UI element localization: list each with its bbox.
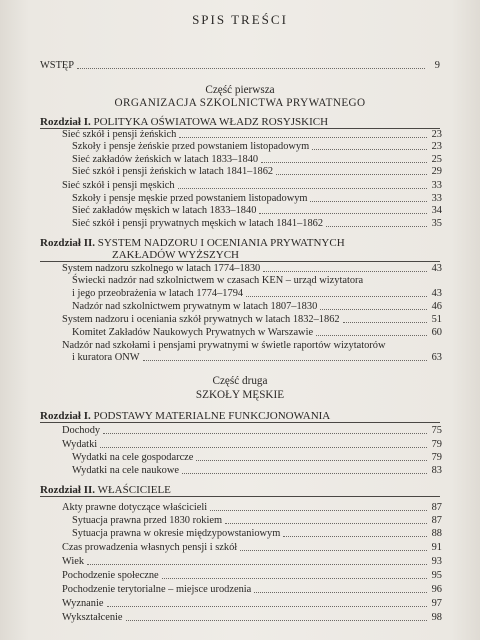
toc-entry[interactable] [72, 218, 442, 230]
entry-text: Komitet Zakładów Naukowych Prywatnych w Warszawie [72, 327, 314, 338]
chapter-title: WŁAŚCICIELE [97, 484, 171, 496]
dot-leader [100, 447, 427, 448]
entry-page: 87 [431, 502, 442, 513]
entry-text: Sieć zakładów męskich w latach 1833–1840 [72, 205, 257, 216]
entry-page: 33 [431, 193, 442, 204]
chapter-heading [40, 116, 440, 128]
dot-leader [263, 271, 427, 272]
toc-entry[interactable] [62, 502, 442, 514]
dot-leader [87, 564, 427, 565]
entry-text: Nadzór nad szkolnictwem prywatnym w latach 1807–1830 [72, 301, 318, 312]
entry-text: Pochodzenie terytorialne – miejsce urodzenia [62, 584, 252, 595]
dot-leader [126, 620, 427, 621]
toc-entry[interactable] [62, 570, 442, 582]
entry-text: Sieć szkół i pensji prywatnych męskich w latach 1841–1862 [72, 218, 324, 229]
entry-page: 98 [431, 612, 442, 623]
toc-entry[interactable] [72, 465, 442, 477]
chapter-heading [40, 237, 440, 249]
entry-text: Sieć szkół i pensji żeńskich w latach 1841–1862 [72, 166, 274, 177]
dot-leader [312, 149, 427, 150]
entry-page: 83 [431, 465, 442, 476]
entry-page: 87 [431, 515, 442, 526]
entry-page: 88 [431, 528, 442, 539]
entry-text: Akty prawne dotyczące właścicieli [62, 502, 208, 513]
chapter-title-cont: ZAKŁADÓW WYŻSZYCH [112, 249, 239, 261]
toc-entry[interactable] [72, 352, 442, 364]
toc-entry[interactable] [62, 598, 442, 610]
entry-page: 33 [431, 180, 442, 191]
entry-page: 46 [431, 301, 442, 312]
toc-entry[interactable] [62, 314, 442, 326]
chapter-heading [40, 410, 440, 422]
entry-text: Wykształcenie [62, 612, 123, 623]
chapter-rule [40, 261, 440, 262]
toc-entry[interactable] [72, 205, 442, 217]
page-title: SPIS TREŚCI [192, 12, 288, 27]
entry-text: Wydatki na cele naukowe [72, 465, 179, 476]
entry-text: Dochody [62, 425, 101, 436]
dot-leader [143, 360, 427, 361]
entry-text: Wydatki na cele gospodarcze [72, 452, 194, 463]
part-label: Część pierwsza [205, 84, 275, 96]
toc-entry[interactable] [72, 452, 442, 464]
dot-leader [254, 592, 427, 593]
entry-text: Czas prowadzenia własnych pensji i szkół [62, 542, 238, 553]
chapter-prefix: Rozdział I. [40, 116, 91, 128]
chapter-prefix: Rozdział I. [40, 410, 91, 422]
toc-entry[interactable] [62, 263, 442, 275]
dot-leader [326, 226, 427, 227]
entry-page: 93 [431, 556, 442, 567]
toc-entry-intro[interactable] [40, 60, 440, 72]
toc-entry[interactable] [62, 612, 442, 624]
dot-leader [246, 296, 427, 297]
entry-page: 96 [431, 584, 442, 595]
toc-entry[interactable] [72, 301, 442, 313]
part-label: Część druga [212, 375, 268, 387]
entry-text: Pochodzenie społeczne [62, 570, 159, 581]
chapter-prefix: Rozdział II. [40, 237, 95, 249]
entry-page: 29 [431, 166, 442, 177]
dot-leader [261, 162, 427, 163]
part-title: SZKOŁY MĘSKIE [195, 389, 285, 401]
dot-leader [103, 433, 427, 434]
entry-text: i jego przeobrażenia w latach 1774–1794 [72, 288, 244, 299]
chapter-title: PODSTAWY MATERIALNE FUNKCJONOWANIA [93, 410, 331, 422]
dot-leader [343, 322, 427, 323]
entry-text: i kuratora ONW [72, 352, 140, 363]
entry-text: Świecki nadzór nad szkolnictwem w czasach KEN – urząd wizytatora [72, 275, 364, 286]
entry-text: System nadzoru szkolnego w latach 1774–1830 [62, 263, 261, 274]
entry-text: Sieć szkół i pensji męskich [62, 180, 175, 191]
dot-leader [182, 473, 427, 474]
chapter-heading-cont [112, 249, 440, 261]
dot-leader [240, 550, 427, 551]
toc-entry[interactable] [62, 180, 442, 192]
toc-entry[interactable] [62, 129, 442, 141]
entry-text: Sieć zakładów żeńskich w latach 1833–1840 [72, 154, 259, 165]
toc-entry[interactable] [72, 327, 442, 339]
entry-page: 9 [434, 60, 440, 71]
chapter-title: SYSTEM NADZORU I OCENIANIA PRYWATNYCH [97, 237, 345, 249]
entry-page: 63 [431, 352, 442, 363]
entry-text: Szkoły i pensje żeńskie przed powstaniem listopadowym [72, 141, 310, 152]
toc-entry[interactable] [72, 288, 442, 300]
dot-leader [225, 523, 427, 524]
dot-leader [162, 578, 427, 579]
entry-page: 23 [431, 129, 442, 140]
toc-entry[interactable] [72, 528, 442, 540]
toc-entry[interactable] [72, 166, 442, 178]
dot-leader [196, 460, 427, 461]
toc-entry[interactable] [62, 439, 442, 451]
entry-page: 60 [431, 327, 442, 338]
entry-page: 25 [431, 154, 442, 165]
entry-text: Nadzór nad szkołami i pensjami prywatnymi w świetle raportów wizytatorów [62, 340, 386, 351]
dot-leader [316, 335, 427, 336]
toc-entry-line[interactable] [62, 340, 385, 352]
chapter-title: POLITYKA OŚWIATOWA WŁADZ ROSYJSKICH [93, 116, 329, 128]
entry-text: Wydatki [62, 439, 98, 450]
entry-page: 23 [431, 141, 442, 152]
entry-page: 34 [431, 205, 442, 216]
entry-text: Sieć szkół i pensji żeńskich [62, 129, 177, 140]
dot-leader [107, 606, 428, 607]
dot-leader [276, 174, 427, 175]
entry-text: Sytuacja prawna w okresie międzypowstaniowym [72, 528, 281, 539]
entry-page: 79 [431, 439, 442, 450]
dot-leader [77, 68, 425, 69]
dot-leader [178, 188, 427, 189]
part-title: ORGANIZACJA SZKOLNICTWA PRYWATNEGO [114, 97, 366, 109]
toc-entry[interactable] [62, 542, 442, 554]
chapter-heading [40, 484, 440, 496]
chapter-rule [40, 496, 440, 497]
toc-entry[interactable] [62, 556, 442, 568]
entry-text: Sytuacja prawna przed 1830 rokiem [72, 515, 223, 526]
toc-entry[interactable] [62, 425, 442, 437]
entry-text: System nadzoru i oceniania szkół prywatnych w latach 1832–1862 [62, 314, 340, 325]
entry-text: WSTĘP [40, 60, 75, 71]
toc-entry[interactable] [62, 584, 442, 596]
dot-leader [283, 536, 427, 537]
dot-leader [310, 201, 427, 202]
toc-entry[interactable] [72, 141, 442, 153]
dot-leader [179, 137, 427, 138]
entry-page: 75 [431, 425, 442, 436]
dot-leader [210, 510, 427, 511]
toc-entry[interactable] [72, 193, 442, 205]
toc-entry-line[interactable] [72, 275, 363, 287]
dot-leader [320, 309, 427, 310]
entry-text: Wyznanie [62, 598, 104, 609]
entry-text: Szkoły i pensje męskie przed powstaniem listopadowym [72, 193, 308, 204]
toc-entry[interactable] [72, 154, 442, 166]
entry-page: 51 [431, 314, 442, 325]
entry-page: 43 [431, 288, 442, 299]
entry-page: 79 [431, 452, 442, 463]
entry-page: 43 [431, 263, 442, 274]
entry-page: 35 [431, 218, 442, 229]
chapter-rule [40, 422, 440, 423]
entry-text: Wiek [62, 556, 85, 567]
toc-entry[interactable] [72, 515, 442, 527]
entry-page: 97 [431, 598, 442, 609]
dot-leader [259, 213, 427, 214]
entry-page: 95 [431, 570, 442, 581]
chapter-prefix: Rozdział II. [40, 484, 95, 496]
entry-page: 91 [431, 542, 442, 553]
